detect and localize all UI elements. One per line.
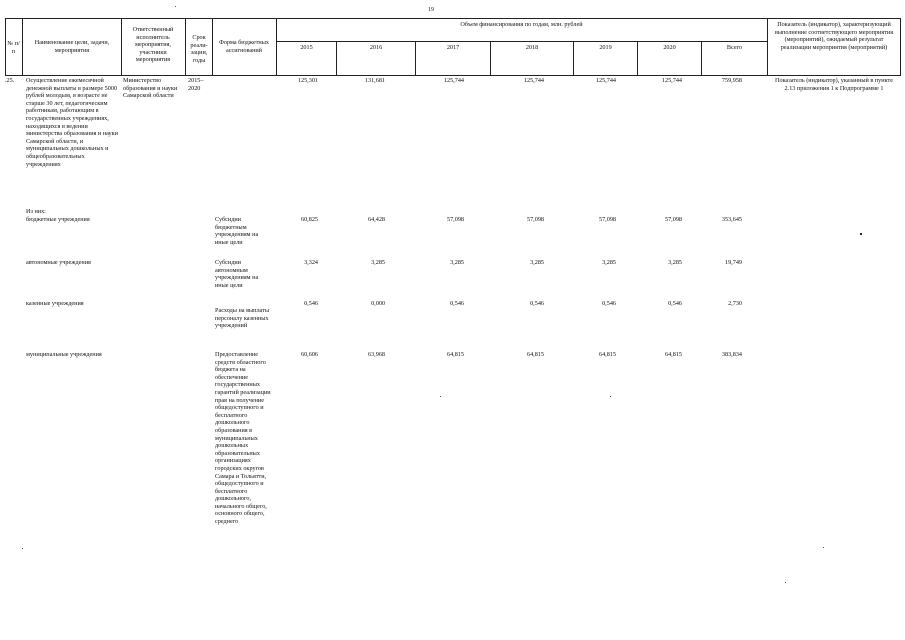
- subrow-autonomous-total: 19,749: [724, 259, 742, 266]
- table-right-border: [900, 18, 901, 76]
- header-year-2019: 2019: [599, 44, 612, 51]
- col-divider: [767, 18, 768, 76]
- page-number: 19: [428, 7, 434, 13]
- subrow-budget-2019: 57,098: [598, 216, 616, 223]
- row-name: Осуществление ежемесячной денежной выплаты в размере 5000 рублей молодым, в возрасте не старше 30 лет, педагогическим работникам, работающим в государственных учреждениях, находящихся в ведении министерства образования и науки Самарской области, и муниципальных дошкольных и общеобразовательных учреждениях: [26, 77, 118, 168]
- table-top-border: [5, 18, 900, 19]
- subrow-treasury-2020: 0,546: [668, 300, 682, 307]
- subrow-autonomous-2016: 3,285: [371, 259, 385, 266]
- subrow-municipal-total: 383,834: [721, 351, 742, 358]
- row-executor: Министерство образования и науки Самарской области: [123, 77, 178, 100]
- scan-speck: [440, 396, 441, 397]
- header-year-2018: 2018: [525, 44, 539, 51]
- scan-speck: [785, 582, 786, 583]
- subrow-treasury-2016: 0,000: [371, 300, 385, 307]
- scan-speck: [823, 547, 824, 548]
- subrow-autonomous-2015: 3,324: [304, 259, 318, 266]
- header-name: Наименование цели, задачи, мероприятия: [34, 39, 110, 54]
- subrow-budget-2020: 57,098: [664, 216, 682, 223]
- subrow-autonomous-2020: 3,285: [668, 259, 682, 266]
- subrow-autonomous-2018: 3,285: [530, 259, 544, 266]
- volume-header-divider: [276, 41, 767, 42]
- header-year-2020: 2020: [663, 44, 676, 51]
- including-label: Из них:: [26, 208, 46, 215]
- scan-speck: [175, 6, 176, 7]
- subrow-name-municipal: муниципальные учреждения: [26, 351, 102, 358]
- subrow-name-autonomous: автономные учреждения: [26, 259, 91, 266]
- header-year-2016: 2016: [369, 44, 383, 51]
- header-volume: Объем финансирования по годам, млн. рублей: [460, 21, 583, 28]
- subrow-municipal-2020: 64,815: [664, 351, 682, 358]
- subrow-treasury-2015: 0,546: [304, 300, 318, 307]
- subrow-name-budget: бюджетные учреждения: [26, 216, 90, 223]
- subrow-treasury-2017: 0,546: [450, 300, 464, 307]
- header-year-2015: 2015: [300, 44, 313, 51]
- subrow-budget-2016: 64,428: [367, 216, 385, 223]
- subrow-name-treasury: казенные учреждения: [26, 300, 84, 307]
- subrow-municipal-2019: 64,815: [598, 351, 616, 358]
- subrow-municipal-2017: 64,815: [446, 351, 464, 358]
- row-value-2018: 125,744: [523, 77, 544, 84]
- header-bottom-border: [5, 75, 900, 76]
- row-value-2017: 125,744: [443, 77, 464, 84]
- subrow-form-budget: Субсидии бюджетным учреждениям на иные цели: [215, 216, 259, 246]
- row-value-2019: 125,744: [595, 77, 616, 84]
- row-indicator: Показатель (индикатор), указанный в пункте 2.13 приложения 1 к Подпрограмме 1: [775, 77, 893, 92]
- row-value-2015: 125,301: [297, 77, 318, 84]
- subrow-form-municipal: Предоставление средств областного бюджета на обеспечение государственных гарантий реализации прав на получение общедоступного и бесплатного дошкольного образования в муниципальных дошкольных образовательных организациях городских округов Самара и Тольятти, общедоступного и бесплатного дошкольного, начального общего, основного общего, среднего: [215, 351, 271, 526]
- subrow-treasury-total: 2,730: [728, 300, 742, 307]
- header-indicator: Показатель (индикатор), характеризующий выполнение соответствующего мероприятия (мероприятий), ожидаемый результат реализации мероприятия (мероприятий): [774, 21, 894, 51]
- header-year-2017: 2017: [446, 44, 460, 51]
- scan-speck: [22, 548, 23, 549]
- subrow-autonomous-2019: 3,285: [602, 259, 616, 266]
- row-term: 2015–2020: [188, 77, 204, 92]
- header-term: Срок реали-зации, годы: [190, 34, 208, 64]
- header-year-total: Всего: [726, 44, 743, 51]
- header-num: № п/п: [7, 40, 20, 55]
- header-form: Форма бюджетных ассигнований: [219, 39, 269, 54]
- subrow-budget-2015: 60,825: [300, 216, 318, 223]
- subrow-autonomous-2017: 3,285: [450, 259, 464, 266]
- subrow-form-autonomous: Субсидии автономным учреждениям на иные цели: [215, 259, 259, 289]
- header-executor: Ответственный исполнитель мероприятия, участники мероприятия: [132, 26, 174, 64]
- row-value-2016: 131,681: [364, 77, 385, 84]
- subrow-treasury-2019: 0,546: [602, 300, 616, 307]
- row-number: .25.: [5, 77, 15, 84]
- subrow-budget-total: 353,645: [721, 216, 742, 223]
- subrow-municipal-2018: 64,815: [526, 351, 544, 358]
- col-divider: [22, 18, 23, 76]
- scan-speck: [610, 396, 611, 397]
- subrow-municipal-2015: 60,606: [300, 351, 318, 358]
- subrow-budget-2018: 57,098: [526, 216, 544, 223]
- subrow-municipal-2016: 63,968: [367, 351, 385, 358]
- subrow-form-treasury: Расходы на выплаты персоналу казенных учреждений: [215, 307, 270, 330]
- scan-speck: [860, 233, 862, 235]
- subrow-treasury-2018: 0,546: [530, 300, 544, 307]
- row-value-2020: 125,744: [661, 77, 682, 84]
- subrow-budget-2017: 57,098: [446, 216, 464, 223]
- row-value-total: 759,958: [721, 77, 742, 84]
